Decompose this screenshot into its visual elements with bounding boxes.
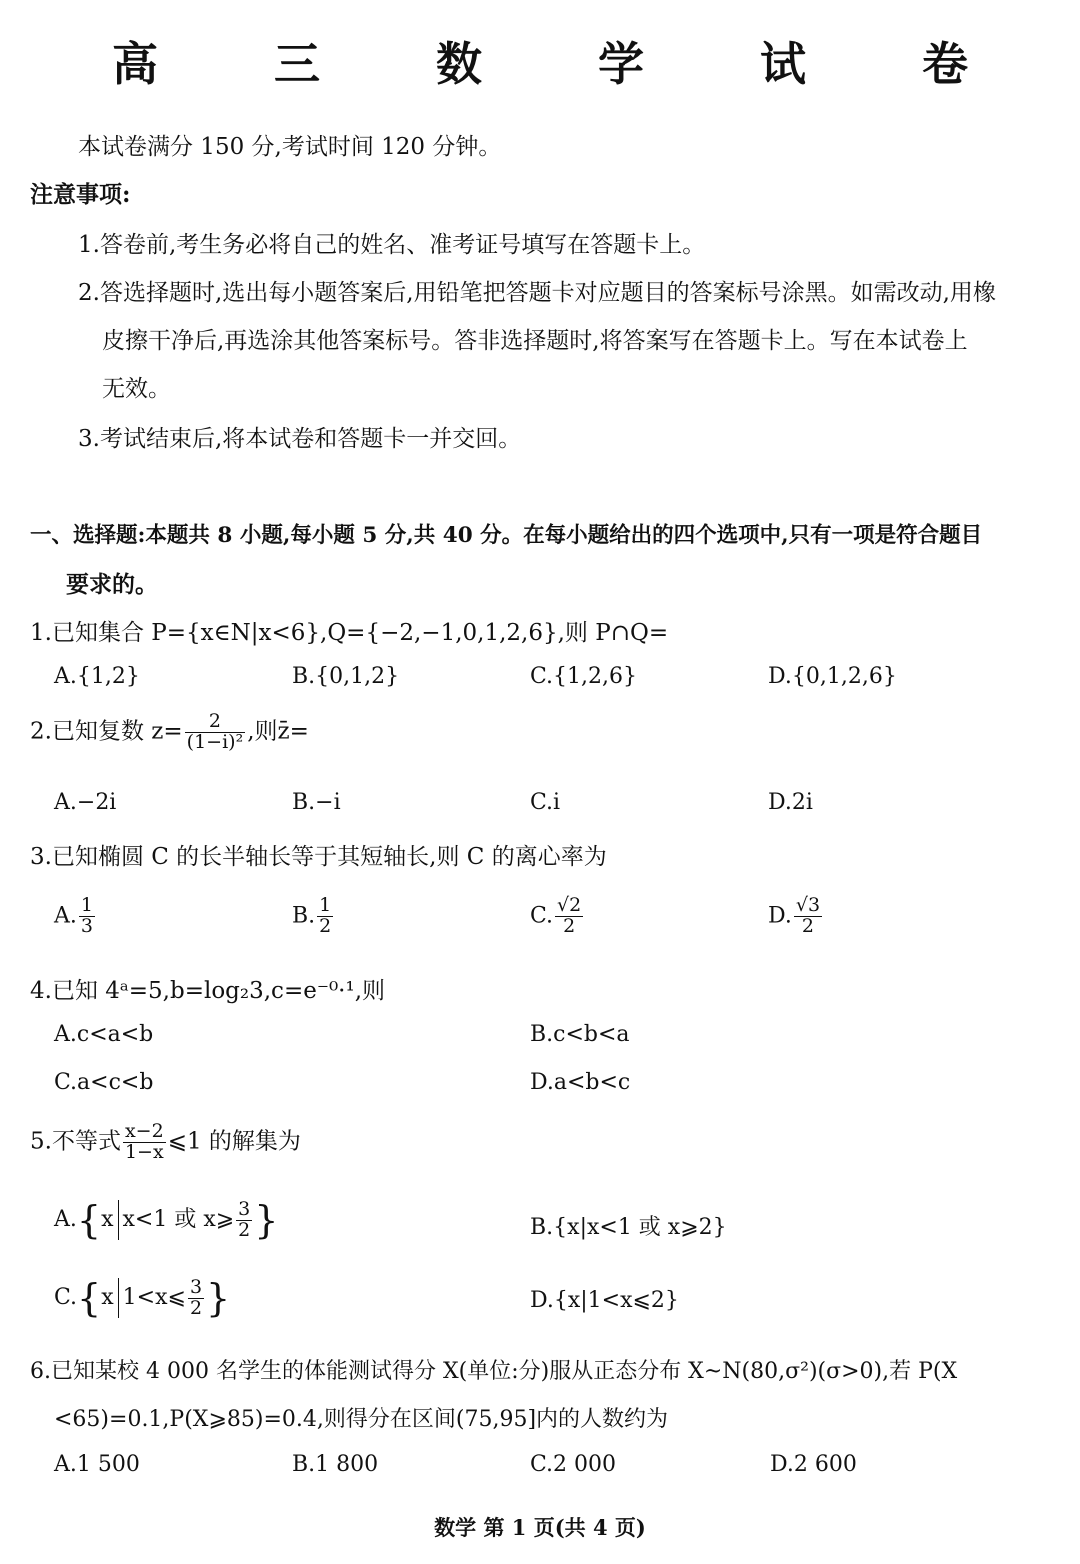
q5-stem-prefix: 5.不等式: [30, 1128, 121, 1155]
q3-option-a-label: A.: [54, 903, 77, 929]
q2-option-c: C.i: [530, 790, 561, 815]
notice-heading: 注意事项:: [30, 181, 131, 208]
q5-c-num: 3: [189, 1275, 203, 1298]
notice-3: 3.考试结束后,将本试卷和答题卡一并交回。: [78, 426, 522, 452]
q4-stem: 4.已知 4ᵃ=5,b=log₂3,c=e⁻⁰·¹,则: [30, 978, 386, 1004]
q3-d-den: 2: [801, 914, 814, 937]
q3-d-num: √3: [795, 894, 821, 916]
q5-a-den: 2: [238, 1218, 251, 1241]
q5-c-right: 1<x⩽: [122, 1285, 186, 1310]
q3-option-b: [292, 896, 335, 937]
q4-option-a: A.c<a<b: [54, 1022, 154, 1047]
q2-fraction: [185, 712, 246, 753]
q3-option-a: [54, 896, 97, 937]
q3-a-num: 1: [80, 894, 93, 916]
q5-option-a: A.{x x<1 或 x⩾ $\frac{3}{2}$ }: [54, 1197, 279, 1242]
q2-stem: [30, 712, 309, 753]
q2-option-a: A.−2i: [54, 790, 117, 815]
q5-a-num: 3: [238, 1197, 251, 1220]
q2-option-b: B.−i: [292, 790, 341, 815]
notice-1: 1.答卷前,考生务必将自己的姓名、准考证号填写在答题卡上。: [78, 232, 706, 258]
q6-option-b: B.1 800: [292, 1452, 379, 1477]
q3-b-den: 2: [319, 914, 332, 937]
q3-a-den: 3: [80, 914, 93, 937]
q6-option-a: A.1 500: [54, 1452, 140, 1477]
page-title: 高 三 数 学 试 卷: [111, 37, 1019, 91]
q3-b-num: 1: [319, 894, 332, 916]
q5-a-left: x: [101, 1207, 114, 1232]
q5-frac-num: x−2: [124, 1120, 164, 1142]
exam-intro: 本试卷满分 150 分,考试时间 120 分钟。: [78, 134, 502, 160]
q5-stem: [30, 1122, 301, 1163]
q3-option-b-label: B.: [292, 903, 316, 929]
q3-c-den: 2: [563, 914, 576, 937]
q3-option-d-label: D.: [768, 903, 792, 929]
q4-option-b: B.c<b<a: [530, 1022, 630, 1047]
q5-a-label: A.: [54, 1207, 77, 1232]
notice-2-end: 无效。: [102, 376, 171, 402]
q3-option-d: [768, 896, 824, 937]
q5-c-left: x: [101, 1285, 114, 1310]
q5-stem-suffix: ⩽1 的解集为: [167, 1128, 301, 1155]
section1-heading: 一、选择题:本题共 8 小题,每小题 5 分,共 40 分。在每小题给出的四个选项中,只有一项是符合题目: [30, 523, 983, 548]
q1-stem: 1.已知集合 P={x∈N|x<6},Q={−2,−1,0,1,2,6},则 P∩Q=: [30, 620, 669, 646]
q5-option-d: D.{x|1<x⩽2}: [530, 1288, 679, 1313]
notice-2: 2.答选择题时,选出每小题答案后,用铅笔把答题卡对应题目的答案标号涂黑。如需改动,用橡: [78, 280, 996, 306]
q2-frac-den: (1−i)²: [186, 730, 244, 753]
q5-a-right: x<1 或 x⩾: [122, 1207, 235, 1232]
q6-stem-cont: <65)=0.1,P(X⩾85)=0.4,则得分在区间(75,95]内的人数约为: [54, 1407, 669, 1432]
section1-heading-cont: 要求的。: [66, 571, 158, 598]
q3-c-num: √2: [557, 894, 582, 916]
notice-2-cont: 皮擦干净后,再选涂其他答案标号。答非选择题时,将答案写在答题卡上。写在本试卷上: [102, 328, 968, 354]
page-footer: 数学 第 1 页(共 4 页): [434, 1515, 646, 1540]
q5-option-b: B.{x|x<1 或 x⩾2}: [530, 1215, 727, 1240]
q6-option-d: D.2 600: [770, 1452, 857, 1477]
q2-stem-prefix: 2.已知复数 z=: [30, 718, 183, 745]
q5-frac-den: 1−x: [124, 1140, 164, 1163]
q6-option-c: C.2 000: [530, 1452, 617, 1477]
q1-option-a: A.{1,2}: [54, 664, 140, 689]
q3-stem: 3.已知椭圆 C 的长半轴长等于其短轴长,则 C 的离心率为: [30, 844, 607, 870]
q3-option-c-label: C.: [530, 903, 554, 929]
q4-option-d: D.a<b<c: [530, 1070, 631, 1095]
q3-option-c: [530, 896, 585, 937]
q5-option-c: C.{x 1<x⩽ $\frac{3}{2}$ }: [54, 1275, 231, 1320]
q1-option-c: C.{1,2,6}: [530, 664, 638, 689]
q1-option-b: B.{0,1,2}: [292, 664, 400, 689]
q2-frac-num: 2: [185, 712, 246, 733]
q5-c-label: C.: [54, 1285, 78, 1310]
q6-stem: 6.已知某校 4 000 名学生的体能测试得分 X(单位:分)服从正态分布 X~N(80,σ²)(σ>0),若 P(X: [30, 1359, 958, 1384]
q2-option-d: D.2i: [768, 790, 813, 815]
q1-option-d: D.{0,1,2,6}: [768, 664, 897, 689]
q4-option-c: C.a<c<b: [54, 1070, 154, 1095]
q2-stem-suffix: ,则z̄=: [247, 718, 309, 745]
q5-c-den: 2: [189, 1296, 203, 1319]
